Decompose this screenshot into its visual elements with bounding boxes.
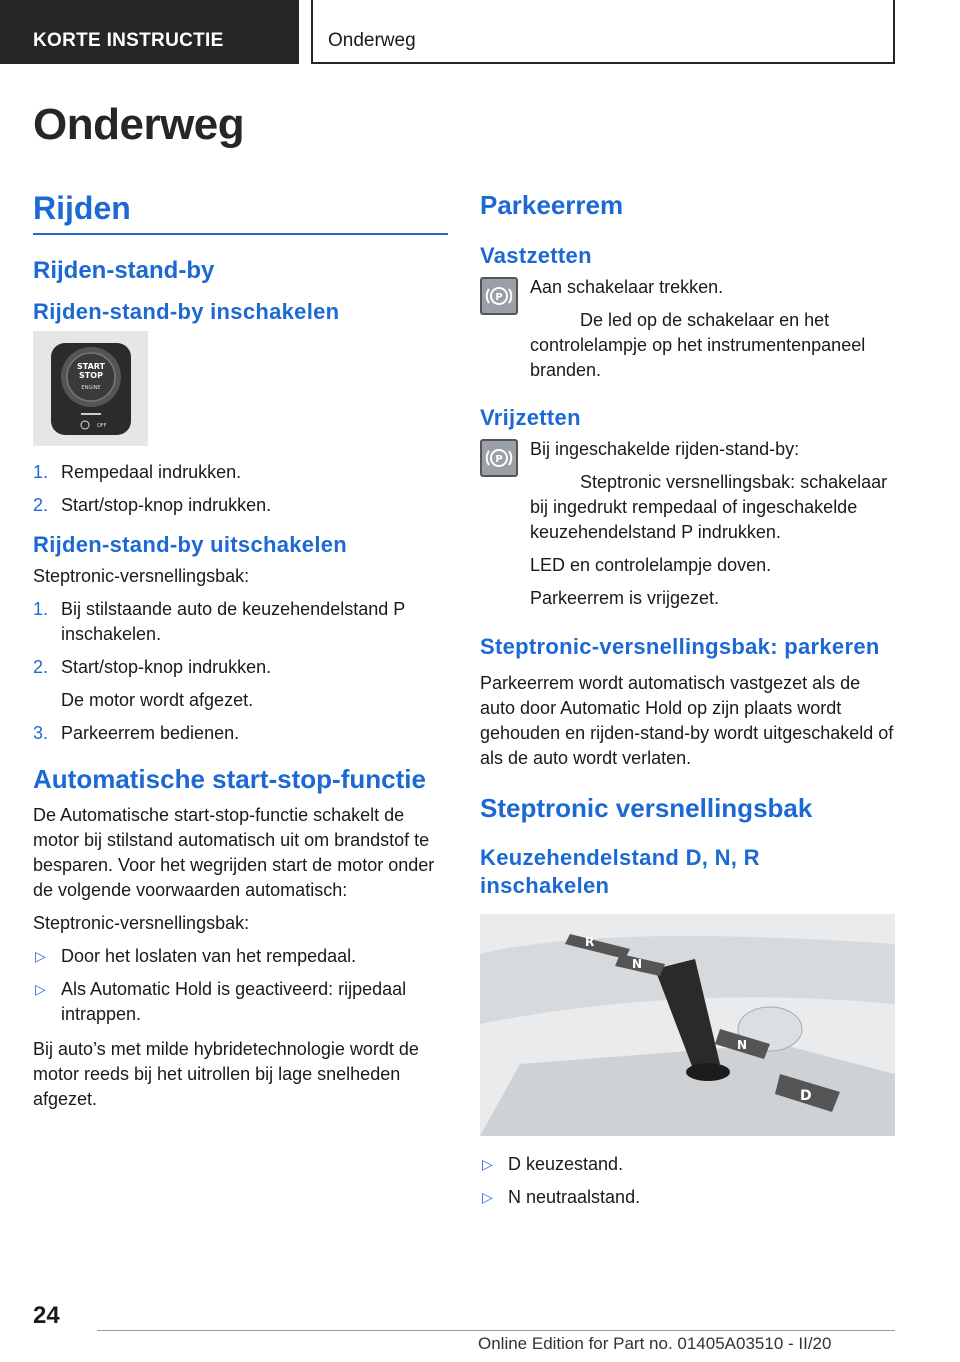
footer-edition: Online Edition for Part no. 01405A03510 - II/20	[478, 1334, 832, 1353]
gear-selector-image	[480, 914, 895, 1136]
step-text: Rempedaal indrukken.	[61, 462, 242, 482]
section-tab[interactable]: KORTE INSTRUCTIE	[0, 0, 299, 64]
step-text: Start/stop-knop indrukken.	[61, 495, 272, 515]
bullet-text: Door het loslaten van het rempedaal.	[61, 946, 357, 966]
step-text: Start/stop-knop indrukken.	[61, 657, 272, 677]
start-stop-button-image	[33, 331, 148, 446]
list-item	[33, 597, 448, 647]
uitschakelen-steps	[33, 597, 448, 746]
heading-vastzetten: Vastzetten	[480, 243, 592, 268]
step-number: 3.	[33, 723, 49, 743]
parking-brake-icon	[480, 439, 518, 477]
start-label: START	[76, 362, 106, 371]
chapter-tab[interactable]: Onderweg	[311, 0, 895, 64]
vrijzetten-step-4: Parkeerrem is vrijgezet.	[530, 588, 720, 608]
step-number: 2.	[33, 657, 49, 677]
right-column	[480, 190, 895, 1220]
bullet-text: D keuzestand.	[508, 1154, 624, 1174]
list-item	[33, 977, 448, 1027]
step-number: 1.	[33, 462, 49, 482]
auto-ss-intro: Steptronic-versnellingsbak:	[33, 913, 250, 933]
auto-ss-bullets	[33, 944, 448, 1027]
gear-label-d: D	[800, 1088, 812, 1104]
vastzetten-step-2: De led op de schakelaar en het controlelampje op het instrumentenpaneel branden.	[530, 310, 866, 380]
heading-rijden: Rijden	[33, 190, 448, 235]
heading-parkeerrem: Parkeerrem	[480, 190, 624, 220]
gear-label-n-top: N	[632, 957, 643, 971]
vrijzetten-block	[480, 437, 895, 611]
step-text: Bij stilstaande auto de keuzehendelstand P inschakelen.	[61, 599, 405, 644]
page-number: 24	[33, 1302, 60, 1329]
off-label: OFF	[97, 423, 107, 429]
uitschakelen-intro: Steptronic-versnellingsbak:	[33, 566, 250, 586]
triangle-bullet-icon: ▷	[35, 981, 46, 997]
inschakelen-steps	[33, 460, 448, 518]
heading-keuzehendelstand: Keuzehendelstand D, N, R inschakelen	[480, 845, 760, 898]
header-tabs	[0, 0, 960, 66]
auto-ss-mild-hybrid: Bij auto’s met milde hybridetechnologie wordt de motor reeds bij het uitrollen bij lage snelheden afgezet.	[33, 1039, 419, 1109]
step-number: 1.	[33, 599, 49, 619]
gear-selector-illustration	[480, 914, 895, 1136]
left-column	[33, 190, 448, 1120]
stop-label: STOP	[79, 371, 103, 380]
list-item	[33, 944, 448, 969]
svg-text:P: P	[495, 292, 503, 303]
list-item	[33, 493, 448, 518]
vastzetten-block	[480, 275, 895, 383]
vrijzetten-step-2: Steptronic versnellingsbak: schakelaar bij ingedrukt rempedaal of ingeschakelde keuzehendelstand P indrukken.	[530, 472, 888, 542]
heading-standby: Rijden-stand-by	[33, 257, 215, 284]
list-item	[33, 655, 448, 713]
bullet-text: Als Automatic Hold is geactiveerd: rijpedaal intrappen.	[61, 979, 407, 1024]
heading-steptronic-parkeren: Steptronic-versnellingsbak: parkeren	[480, 634, 880, 659]
step-subtext: De motor wordt afgezet.	[61, 690, 254, 710]
list-item	[480, 1185, 895, 1210]
auto-ss-text: De Automatische start-stop-functie schakelt de motor bij stilstand automatisch uit om brandstof te besparen. Voor het wegrijden start de motor onder de volgende voorwaarden automatisch:	[33, 805, 435, 900]
steptronic-parkeren-text: Parkeerrem wordt automatisch vastgezet als de auto door Automatic Hold op zijn plaats wordt gehouden en rijden-stand-by wordt uitgeschakeld of als de auto wordt verlaten.	[480, 673, 894, 768]
step-text: Parkeerrem bedienen.	[61, 723, 240, 743]
parking-brake-icon	[480, 277, 518, 315]
vastzetten-step-1: Aan schakelaar trekken.	[530, 277, 724, 297]
vrijzetten-step-3: LED en controlelampje doven.	[530, 555, 772, 575]
keuze-bullets	[480, 1152, 895, 1210]
list-item	[33, 460, 448, 485]
bullet-text: N neutraalstand.	[508, 1187, 641, 1207]
heading-inschakelen: Rijden-stand-by inschakelen	[33, 299, 340, 324]
page-title: Onderweg	[33, 100, 245, 149]
start-stop-icon	[33, 331, 148, 446]
engine-label: ENGINE	[81, 385, 101, 391]
triangle-bullet-icon: ▷	[482, 1156, 493, 1172]
step-number: 2.	[33, 495, 49, 515]
gear-label-n-bottom: N	[737, 1038, 748, 1052]
heading-vrijzetten: Vrijzetten	[480, 405, 581, 430]
triangle-bullet-icon: ▷	[482, 1189, 493, 1205]
footer-divider	[97, 1330, 895, 1331]
heading-uitschakelen: Rijden-stand-by uitschakelen	[33, 532, 348, 557]
heading-auto-start-stop: Automatische start-stop-functie	[33, 764, 426, 794]
vrijzetten-step-1: Bij ingeschakelde rijden-stand-by:	[530, 439, 800, 459]
list-item	[33, 721, 448, 746]
gear-label-r: R	[585, 935, 595, 949]
svg-text:P: P	[495, 454, 503, 465]
list-item	[480, 1152, 895, 1177]
triangle-bullet-icon: ▷	[35, 948, 46, 964]
heading-steptronic: Steptronic versnellingsbak	[480, 793, 813, 823]
